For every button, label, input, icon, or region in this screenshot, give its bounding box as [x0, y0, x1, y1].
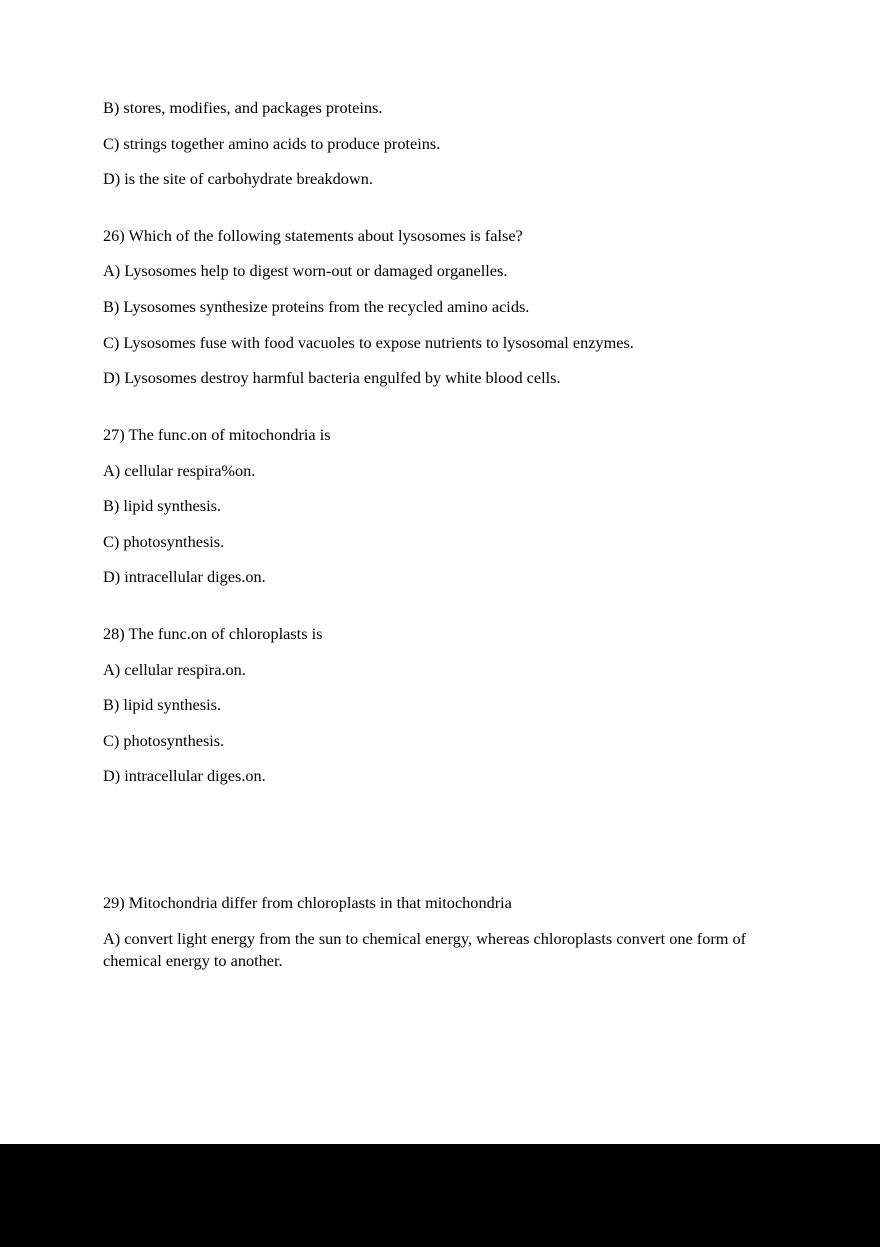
- footer-black-bar: [0, 1144, 880, 1247]
- fragment-option-b: B) stores, modifies, and packages proteins.: [103, 98, 383, 117]
- question-28-option-c: C) photosynthesis.: [103, 730, 225, 750]
- fragment-option-d: D) is the site of carbohydrate breakdown.: [103, 169, 373, 189]
- question-28-option-b: B) lipid synthesis.: [103, 695, 222, 715]
- question-29-text: 29) Mitochondria differ from chloroplasts in that mitochondria: [103, 893, 512, 913]
- question-28-option-d: D) intracellular diges.on.: [103, 766, 266, 786]
- question-28-text: 28) The func.on of chloroplasts is: [103, 624, 323, 643]
- question-27-option-c: C) photosynthesis.: [103, 531, 225, 551]
- question-26-text: 26) Which of the following statements about lysosomes is false?: [103, 225, 523, 245]
- question-28-option-a: A) cellular respira.on.: [103, 659, 246, 679]
- question-26-option-b: B) Lysosomes synthesize proteins from the recycled amino acids.: [103, 297, 530, 317]
- question-27-option-d: D) intracellular diges.on.: [103, 567, 266, 587]
- question-26-option-a: A) Lysosomes help to digest worn-out or damaged organelles.: [103, 261, 508, 281]
- question-29-option-a: A) convert light energy from the sun to chemical energy, whereas chloroplasts convert one form of chemical energy to another.: [103, 929, 747, 970]
- question-27-option-b: B) lipid synthesis.: [103, 496, 222, 516]
- document-page: [103, 97, 753, 985]
- question-27-text: 27) The func.on of mitochondria is: [103, 424, 331, 444]
- question-26-option-d: D) Lysosomes destroy harmful bacteria engulfed by white blood cells.: [103, 368, 561, 388]
- fragment-option-c: C) strings together amino acids to produce proteins.: [103, 133, 441, 153]
- question-27-option-a: A) cellular respira%on.: [103, 460, 256, 480]
- question-26-option-c: C) Lysosomes fuse with food vacuoles to expose nutrients to lysosomal enzymes.: [103, 332, 634, 352]
